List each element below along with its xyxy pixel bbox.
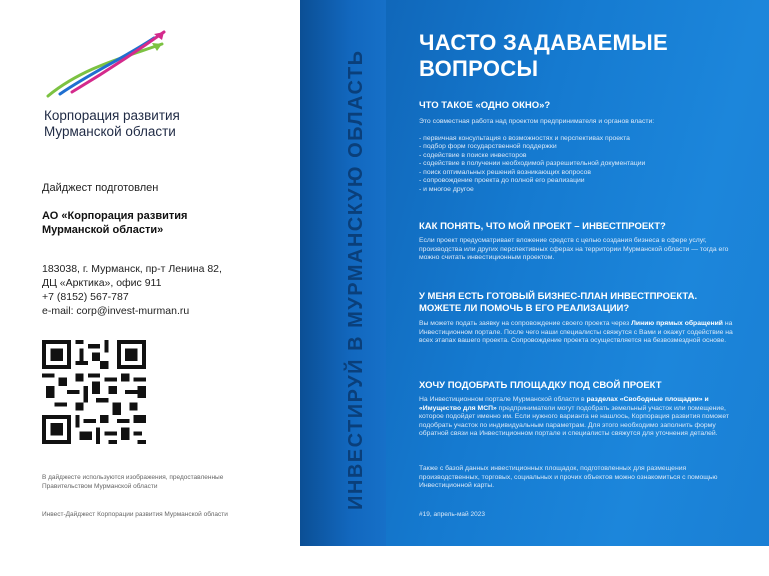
bottom-margin (0, 546, 769, 576)
answer-text: предприниматели могут подобрать земельный участок или помещение, которое подойдет именно им. Если нужного варианта не нашлось, Корпорация развития поможет подобрать участок по индивидуальным параметрам. Для этого необходимо заполнить форму обратной связи на Инвестиционном портале и специалисты свяжутся для уточнения деталей. (419, 404, 730, 437)
bullet-item: - содействие в получении необходимой разрешительной документации (419, 160, 646, 167)
logo-text-line-2: Мурманской области (44, 124, 176, 139)
direct-line-link[interactable]: Линию прямых обращений (631, 320, 723, 327)
logo-text-line-1: Корпорация развития (44, 108, 180, 123)
answer-business-plan (419, 320, 737, 346)
answer-text: На Инвестиционном портале Мурманской области в (419, 396, 587, 403)
faq-title-line-2: ВОПРОСЫ (419, 56, 539, 81)
question-site-selection: ХОЧУ ПОДОБРАТЬ ПЛОЩАДКУ ПОД СВОЙ ПРОЕКТ (419, 380, 662, 391)
answer-site-selection-extra: Также с базой данных инвестиционных площадок, подготовленных для размещения производственных, торговых, социальных и прочих объектов можно ознакомиться с помощью Инвестиционной карты. (419, 465, 718, 489)
bullet-item: - поиск оптимальных решений возникающих вопросов (419, 168, 591, 176)
question-business-plan-line-1: У МЕНЯ ЕСТЬ ГОТОВЫЙ БИЗНЕС-ПЛАН ИНВЕСТПРОЕКТА. (419, 291, 698, 302)
bullet-item: - подбор форм государственной поддержки (419, 143, 557, 150)
bullet-item: - содействие в поиске инвесторов (419, 151, 527, 159)
question-business-plan-line-2: МОЖЕТЕ ЛИ ПОМОЧЬ В ЕГО РЕАЛИЗАЦИИ? (419, 303, 630, 314)
email-line[interactable]: e-mail: corp@invest-murman.ru (42, 305, 190, 317)
question-investproject: КАК ПОНЯТЬ, ЧТО МОЙ ПРОЕКТ – ИНВЕСТПРОЕКТ? (419, 221, 666, 232)
vertical-slogan: ИНВЕСТИРУЙ В МУРМАНСКУЮ ОБЛАСТЬ (345, 49, 367, 510)
address-line-1: 183038, г. Мурманск, пр-т Ленина 82, (42, 263, 222, 275)
answer-text: Вы можете подать заявку на сопровождение своего проекта через (419, 320, 632, 327)
question-one-window: ЧТО ТАКОЕ «ОДНО ОКНО»? (419, 100, 551, 111)
corporation-logo (42, 28, 177, 110)
answer-site-selection (419, 396, 737, 439)
right-page (300, 0, 769, 546)
organization-name: АО «Корпорация развития Мурманской области» (42, 210, 188, 236)
images-note: В дайджесте используются изображения, предоставленные Правительством Мурманской области (42, 474, 224, 490)
answer-text: на Инвестиционном портале. После чего наши специалисты свяжутся с Вами и окажут содействие на всех этапах вашего проекта. Сопровождение проекта осуществляется на безвозмездной основе. (419, 320, 733, 344)
sites-sections-link[interactable]: разделах «Свободные площадки» и «Имущество для МСП» (419, 396, 709, 412)
answer-intro: Это совместная работа над проектом предпринимателя и органов власти: (419, 118, 655, 125)
left-footer: Инвест-Дайджест Корпорации развития Мурманской области (42, 511, 228, 518)
address-line-2: ДЦ «Арктика», офис 911 (42, 277, 162, 289)
answer-investproject: Если проект предусматривает вложение средств с целью создания бизнеса в сфере услуг, производства или других перспективных сферах на территории Мурманской области — тогда его можно считать инвестиционным проектом. (419, 237, 729, 261)
bullet-item: - и многое другое (419, 185, 474, 193)
faq-title (419, 30, 739, 82)
digest-label: Дайджест подготовлен (42, 182, 159, 194)
qr-code (42, 340, 146, 444)
left-page (0, 0, 300, 546)
phone-line: +7 (8152) 567-787 (42, 291, 129, 303)
issue-number: #19, апрель-май 2023 (419, 511, 485, 518)
answer-one-window (419, 118, 737, 194)
question-business-plan (419, 291, 749, 315)
bullet-item: - сопровождение проекта до полной его реализации (419, 177, 585, 184)
faq-title-line-1: ЧАСТО ЗАДАВАЕМЫЕ (419, 30, 668, 55)
bullet-item: - первичная консультация о возможностях и перспективах проекта (419, 134, 630, 142)
